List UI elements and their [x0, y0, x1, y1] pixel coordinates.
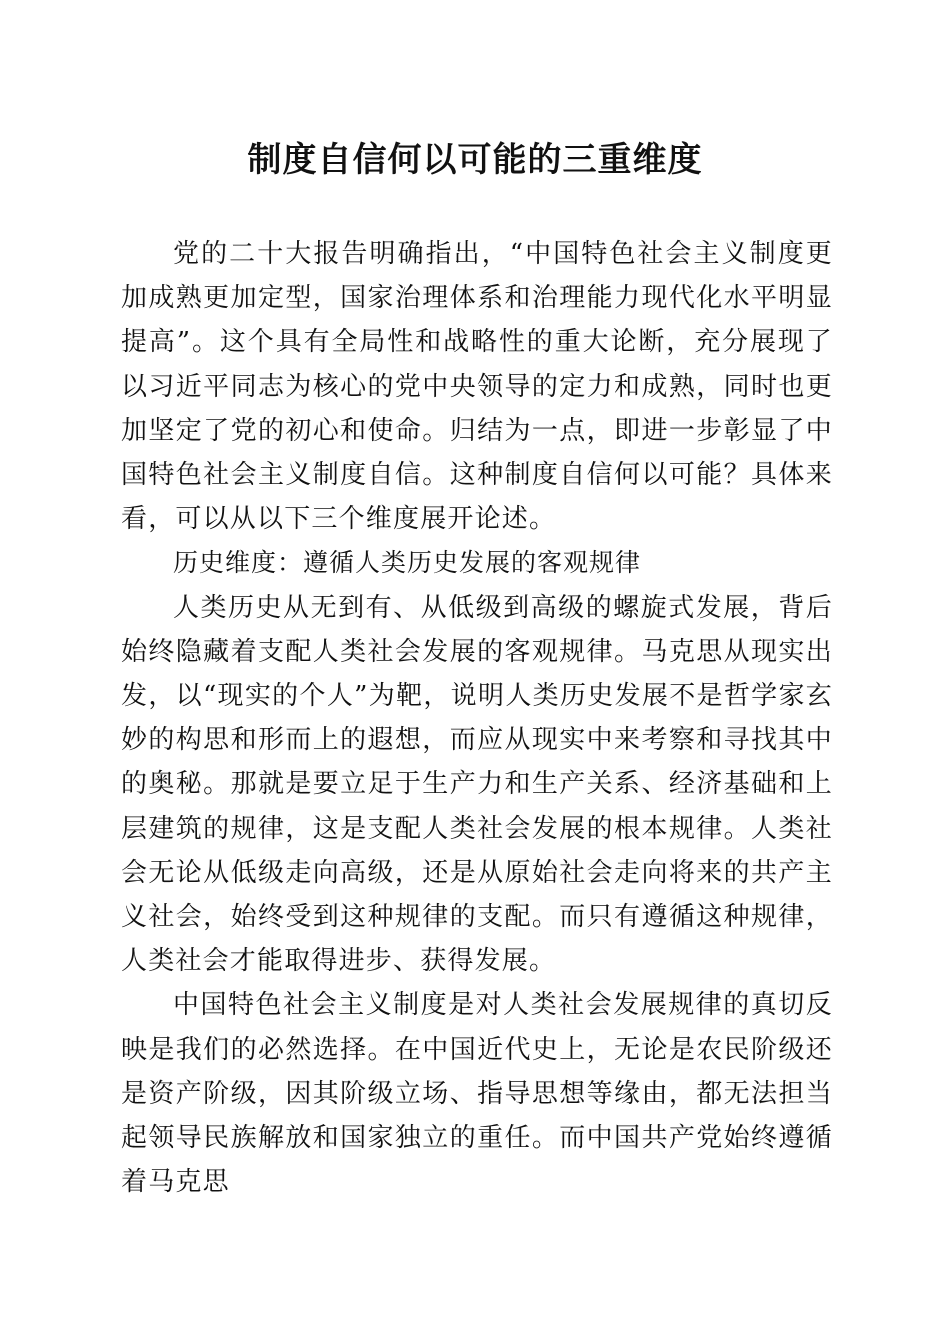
document-body [121, 232, 833, 1204]
intro-paragraph: 党的二十大报告明确指出，“中国特色社会主义制度更加成熟更加定型，国家治理体系和治理能力现代化水平明显提高”。这个具有全局性和战略性的重大论断，充分展现了以习近平同志为核心的党中央领导的定力和成熟，同时也更加坚定了党的初心和使命。归结为一点，即进一步彰显了中国特色社会主义制度自信。这种制度自信何以可能？具体来看，可以从以下三个维度展开论述。 [121, 239, 833, 535]
section-paragraph-1: 人类历史从无到有、从低级到高级的螺旋式发展，背后始终隐藏着支配人类社会发展的客观规律。马克思从现实出发，以“现实的个人”为靶，说明人类历史发展不是哲学家玄妙的构思和形而上的遐想，而应从现实中来考察和寻找其中的奥秘。那就是要立足于生产力和生产关系、经济基础和上层建筑的规律，这是支配人类社会发展的根本规律。人类社会无论从低级走向高级，还是从原始社会走向将来的共产主义社会，始终受到这种规律的支配。而只有遵循这种规律，人类社会才能取得进步、获得发展。 [121, 592, 833, 977]
section-heading: 历史维度：遵循人类历史发展的客观规律 [173, 548, 642, 578]
section-paragraph-2: 中国特色社会主义制度是对人类社会发展规律的真切反映是我们的必然选择。在中国近代史上，无论是农民阶级还是资产阶级，因其阶级立场、指导思想等缘由，都无法担当起领导民族解放和国家独立的重任。而中国共产党始终遵循着马克思 [121, 990, 833, 1198]
document-title: 制度自信何以可能的三重维度 [247, 140, 703, 180]
